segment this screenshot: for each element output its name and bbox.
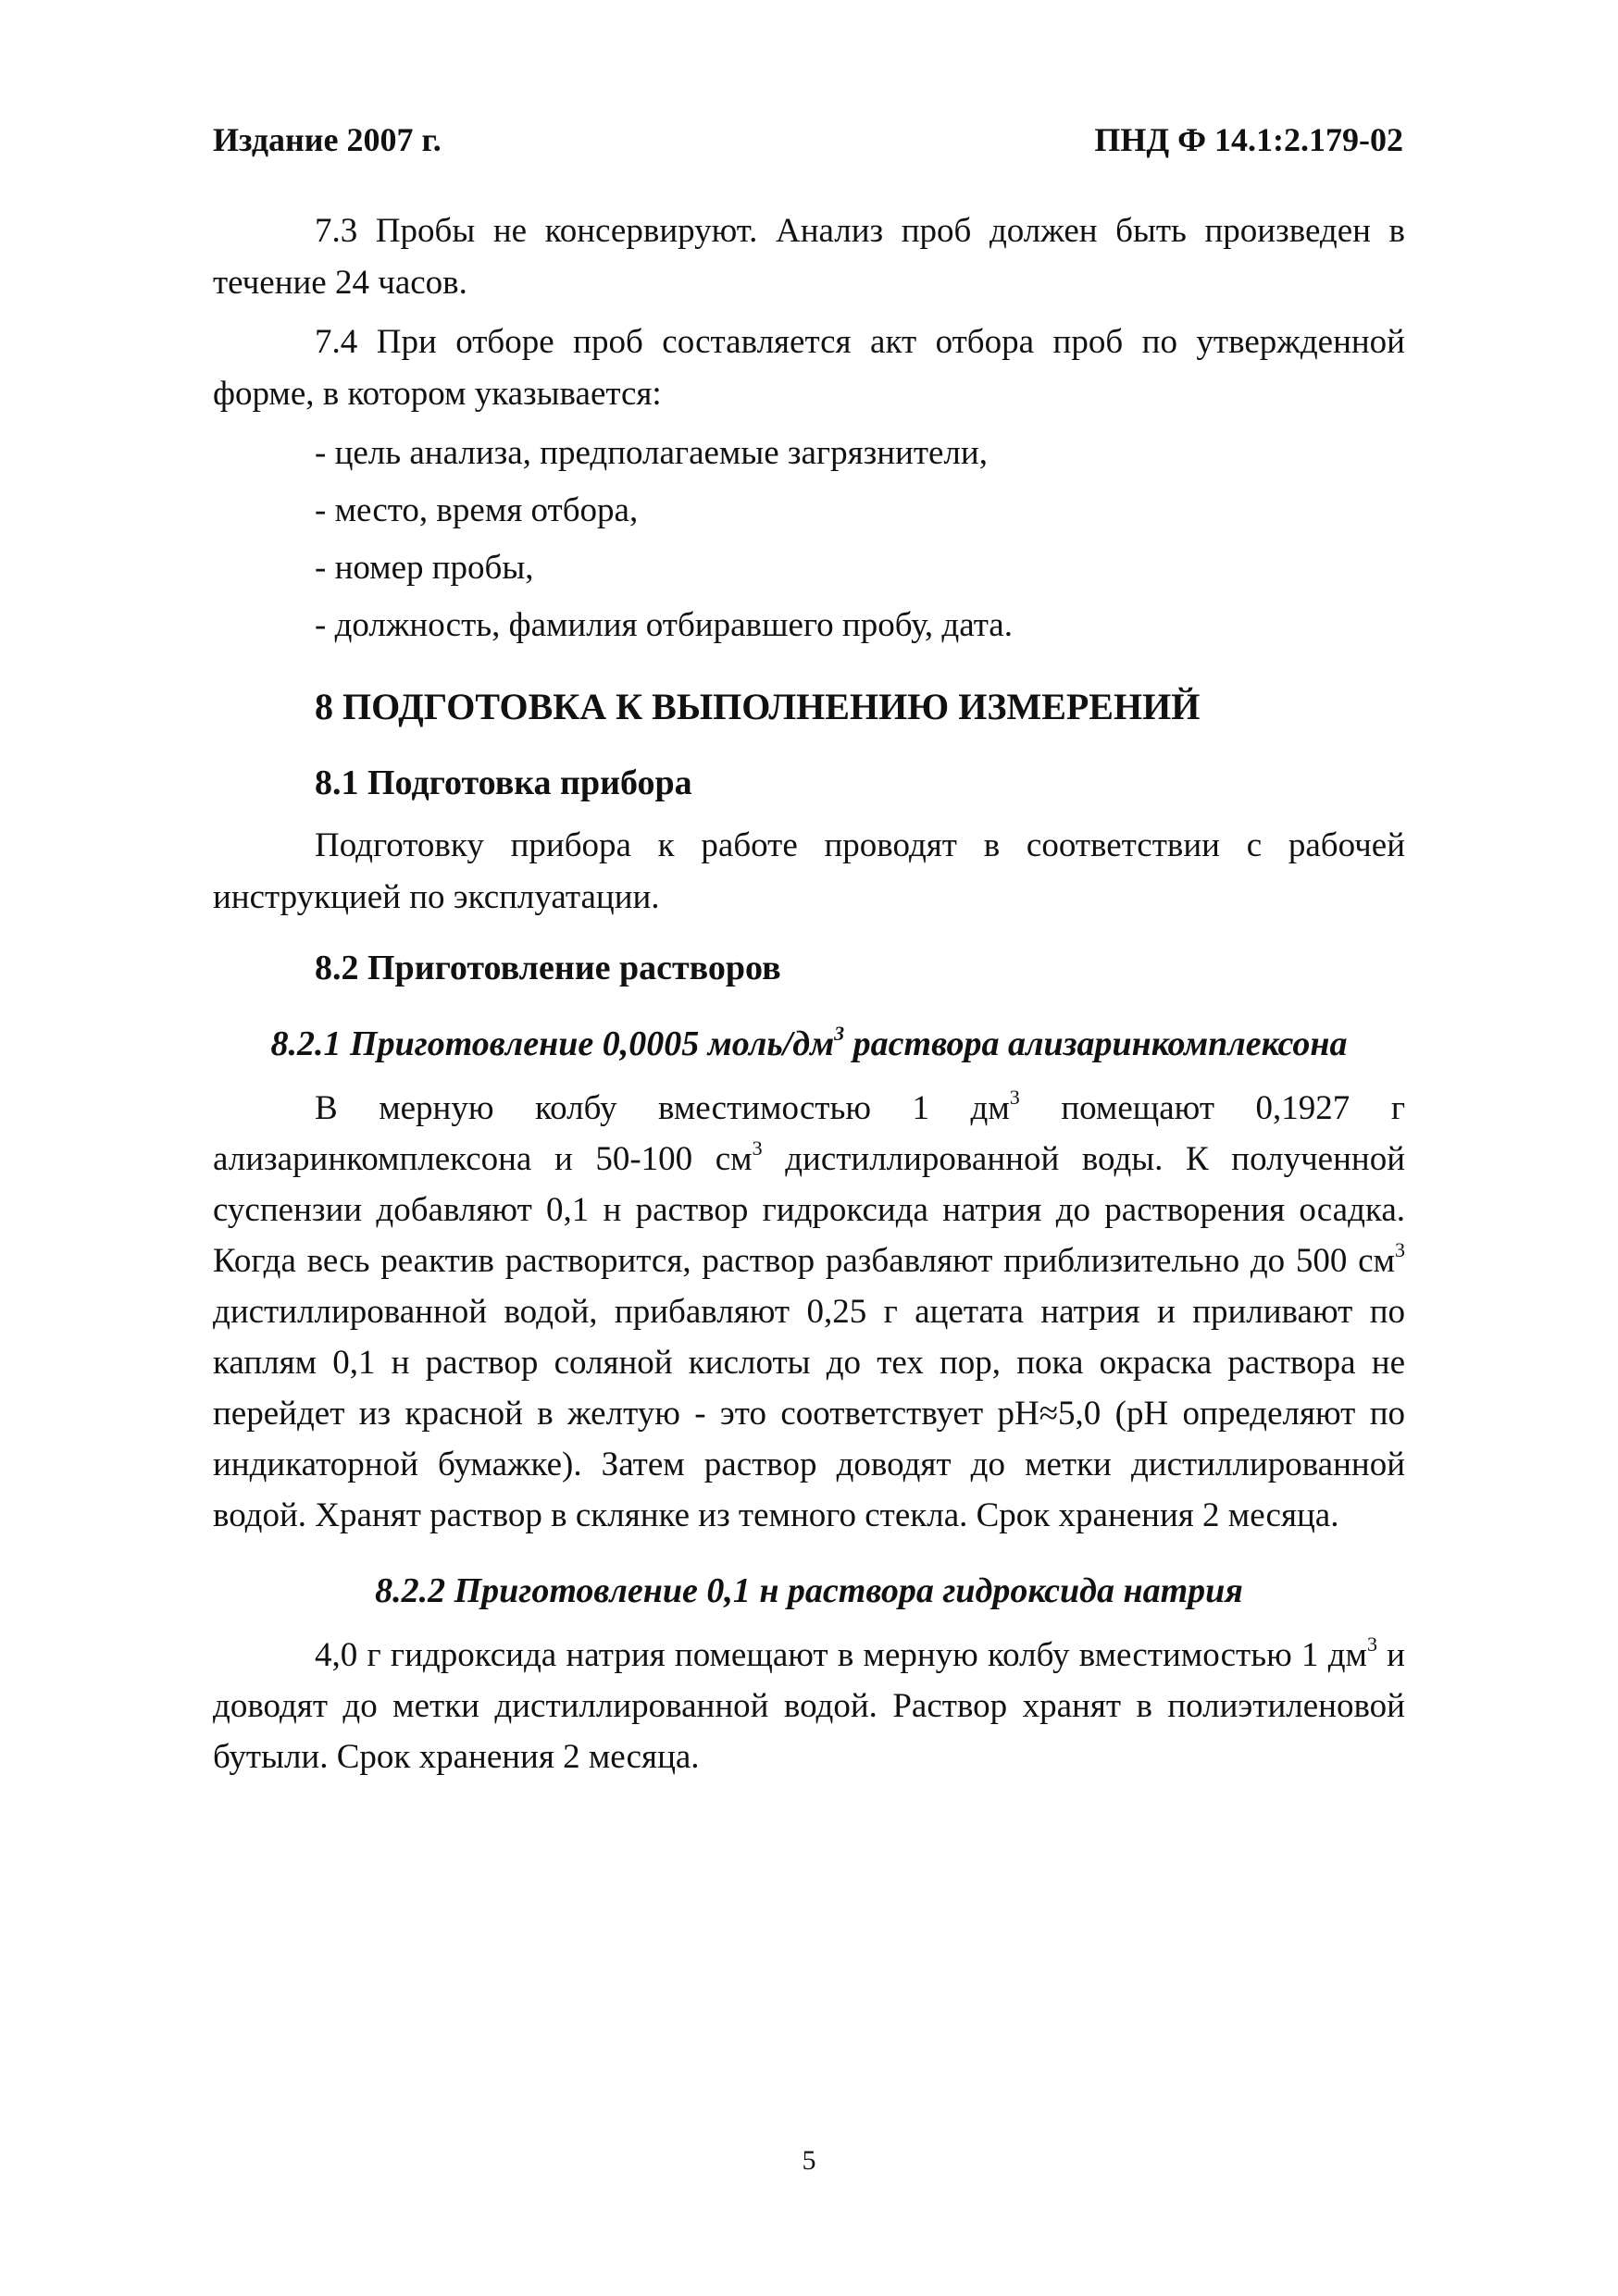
- list-item: - должность, фамилия отбиравшего пробу, дата.: [315, 606, 1013, 644]
- text-run: помещают 0,1927 г ализаринкомплексона и 50-100 см: [213, 1089, 1405, 1178]
- paragraph-8-2-2: [213, 1630, 1405, 1782]
- paragraph-8-2-1: [213, 1083, 1405, 1541]
- text-run: 4,0 г гидроксида натрия помещают в мерную колбу вместимостью 1 дм: [315, 1636, 1367, 1674]
- section-8-heading: 8 ПОДГОТОВКА К ВЫПОЛНЕНИЮ ИЗМЕРЕНИЙ: [315, 686, 1201, 727]
- paragraph-7-4: 7.4 При отборе проб составляется акт отбора проб по утвержденной форме, в котором указывается:: [213, 323, 1405, 413]
- document-code: ПНД Ф 14.1:2.179-02: [1094, 121, 1403, 158]
- section-8-2-heading: 8.2 Приготовление растворов: [315, 949, 781, 987]
- page-content: [213, 205, 1405, 1790]
- list-item: - номер пробы,: [315, 549, 534, 587]
- heading-text: 8.2.1 Приготовление 0,0005 моль/дм: [270, 1024, 835, 1063]
- section-8-2-1-heading: [213, 1018, 1405, 1070]
- superscript: 3: [834, 1022, 845, 1045]
- text-run: дистиллированной водой, прибавляют 0,25 г ацетата натрия и приливают по каплям 0,1 н раствор соляной кислоты до тех пор, пока окраска раствора не перейдет из красной в желтую - это соответствует pH≈5,0 (pH определяют по индикаторной бумажке). Затем раствор доводят до метки дистиллированной водой. Хранят раствор в склянке из темного стекла. Срок хранения 2 месяца.: [213, 1293, 1405, 1534]
- page-header: [213, 120, 1403, 159]
- text-run: В мерную колбу вместимостью 1 дм: [315, 1089, 1010, 1127]
- paragraph-7-3: 7.3 Пробы не консервируют. Анализ проб должен быть произведен в течение 24 часов.: [213, 212, 1405, 302]
- superscript: 3: [1366, 1632, 1377, 1656]
- paragraph-8-1: Подготовку прибора к работе проводят в соответствии с рабочей инструкцией по эксплуатации.: [213, 826, 1405, 916]
- list-item: - место, время отбора,: [315, 491, 639, 529]
- superscript: 3: [752, 1136, 763, 1160]
- edition-label: Издание 2007 г.: [213, 121, 442, 158]
- list-item: - цель анализа, предполагаемые загрязнители,: [315, 434, 988, 472]
- text-run: дистиллированной воды. К полученной суспензии добавляют 0,1 н раствор гидроксида натрия до растворения осадка. Когда весь реактив растворится, раствор разбавляют приблизительно до 500 см: [213, 1140, 1405, 1280]
- text-run: и доводят до метки дистиллированной водой. Раствор хранят в полиэтиленовой бутыли. Срок хранения 2 месяца.: [213, 1636, 1405, 1776]
- page-number: 5: [802, 2145, 816, 2176]
- superscript: 3: [1395, 1238, 1405, 1261]
- section-8-2-2-heading: 8.2.2 Приготовление 0,1 н раствора гидроксида натрия: [375, 1571, 1243, 1610]
- section-8-1-heading: 8.1 Подготовка прибора: [315, 763, 692, 802]
- superscript: 3: [1009, 1086, 1020, 1109]
- heading-text: раствора ализаринкомплексона: [844, 1024, 1348, 1063]
